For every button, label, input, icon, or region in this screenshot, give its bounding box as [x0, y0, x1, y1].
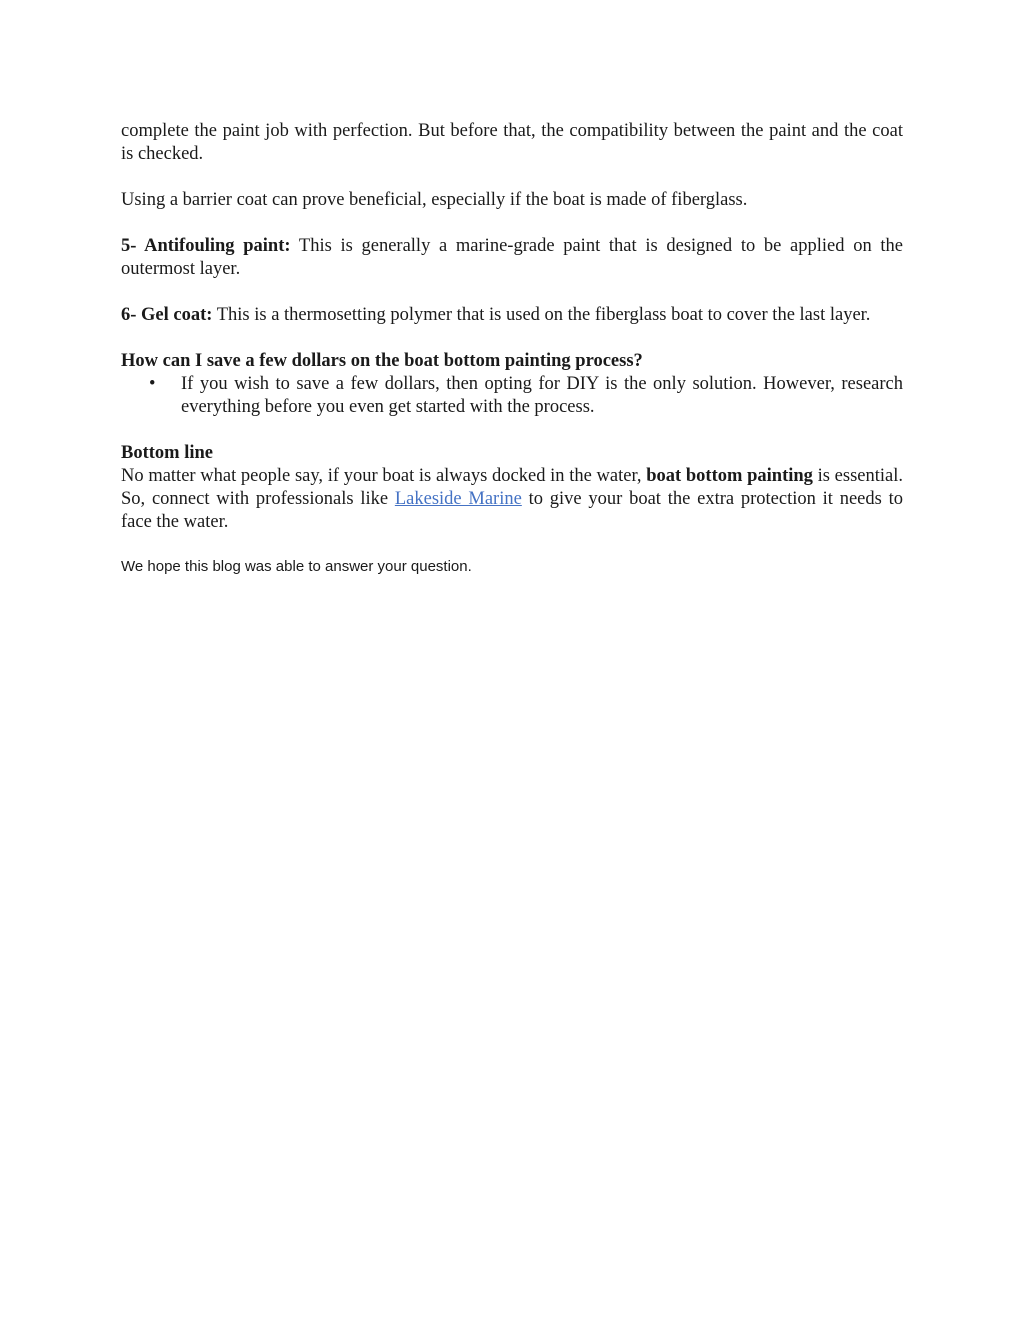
item-gel-coat [121, 304, 903, 327]
bottom-line-heading [121, 442, 903, 465]
bottom-line-text-before: No matter what people say, if your boat is always docked in the water, [121, 466, 647, 486]
paragraph-compatibility: complete the paint job with perfection. But before that, the compatibility between the paint and the coat is checked. [121, 121, 903, 164]
question-heading [121, 350, 903, 373]
tips-list [121, 373, 903, 419]
question-heading-text: How can I save a few dollars on the boat bottom painting process? [121, 351, 643, 371]
lakeside-marine-link[interactable]: Lakeside Marine [394, 489, 522, 509]
item-antifouling-text: This is generally a marine-grade paint that is designed to be applied on the outermost layer. [121, 236, 903, 279]
list-item-text: If you wish to save a few dollars, then opting for DIY is the only solution. However, research everything before you even get started with the process. [181, 374, 903, 417]
document-page [121, 120, 903, 600]
bottom-line-text-after: to give your boat the extra protection it needs to face the water. [121, 489, 903, 532]
bottom-line-text-middle: is essential. So, connect with professionals like [121, 466, 903, 509]
bottom-line-bold-phrase: boat bottom painting [646, 466, 813, 486]
list-item [149, 373, 903, 419]
bullet-icon: • [149, 374, 156, 394]
bottom-line-heading-text: Bottom line [121, 443, 213, 463]
item-antifouling-label: 5- Antifouling paint: [121, 236, 291, 256]
item-gel-coat-label: 6- Gel coat: [121, 305, 213, 325]
closing-line: We hope this blog was able to answer your question. [121, 558, 472, 575]
bottom-line-paragraph [121, 465, 903, 534]
paragraph-barrier-coat: Using a barrier coat can prove beneficial, especially if the boat is made of fiberglass. [121, 190, 748, 210]
item-antifouling-paint [121, 235, 903, 281]
item-gel-coat-text: This is a thermosetting polymer that is used on the fiberglass boat to cover the last layer. [212, 305, 871, 325]
